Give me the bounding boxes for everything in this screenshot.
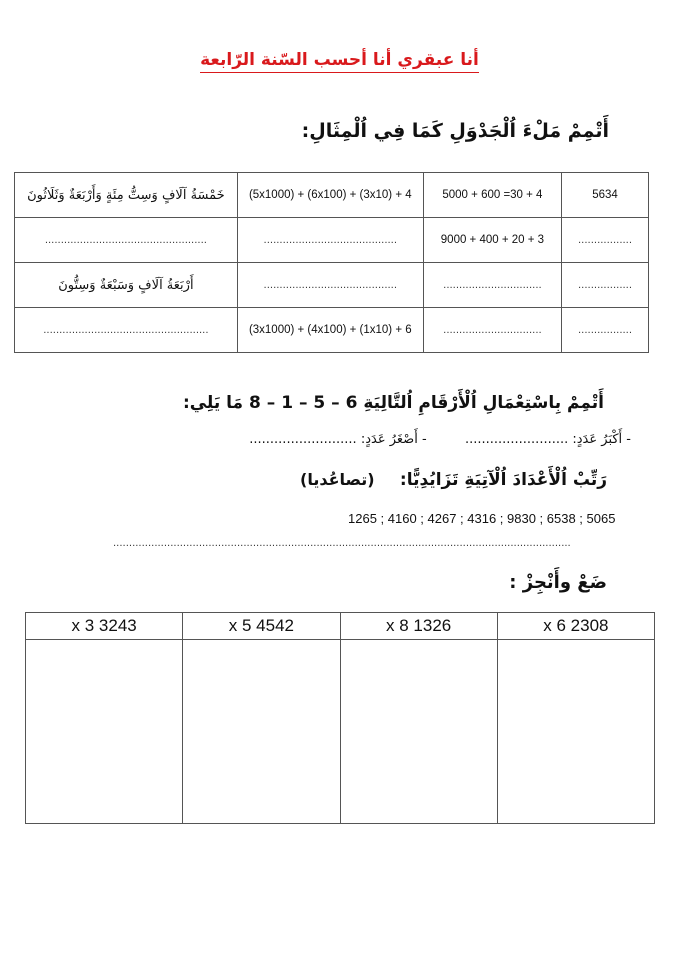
smallest-number-blank[interactable]: .......................... xyxy=(249,432,357,447)
cell-number[interactable]: ................. xyxy=(562,308,649,353)
cell-expanded: (5x1000) + (6x100) + (3x10) + 4 xyxy=(237,173,423,218)
operation-header: 1326 x 8 xyxy=(340,613,497,640)
numbers-to-order: 1265 ; 4160 ; 4267 ; 4316 ; 9830 ; 6538 ; 5065 xyxy=(348,511,616,526)
operation-header: 2308 x 6 xyxy=(497,613,654,640)
order-answer-line[interactable]: ................................................................................................................................................ xyxy=(113,538,571,549)
smallest-number-label: - أَصْغَرُ عَدَدٍ: xyxy=(360,432,427,447)
cell-number: 5634 xyxy=(562,173,649,218)
work-area[interactable] xyxy=(497,640,654,824)
largest-number-label: - أَكْبَرُ عَدَدٍ: xyxy=(572,432,631,447)
largest-number-blank[interactable]: ......................... xyxy=(464,432,569,447)
table-row xyxy=(15,308,649,353)
cell-expanded[interactable]: .......................................... xyxy=(237,218,423,263)
worksheet-title xyxy=(0,50,679,70)
work-area[interactable] xyxy=(183,640,340,824)
place-value-table xyxy=(14,172,649,353)
work-area[interactable] xyxy=(26,640,183,824)
largest-number-line xyxy=(249,432,631,447)
table-row xyxy=(15,218,649,263)
exercise4-heading: ضَعْ وأَنْجِزْ : xyxy=(509,572,607,593)
operation-header: 3243 x 3 xyxy=(26,613,183,640)
exercise3-note: (تصاعُديا) xyxy=(300,470,375,489)
cell-words[interactable]: .................................................... xyxy=(15,308,238,353)
cell-number[interactable]: ................. xyxy=(562,218,649,263)
table-row xyxy=(15,173,649,218)
worksheet-title-text: أنا عبقري أنا أحسب السّنة الرّابعة xyxy=(200,50,479,73)
work-area[interactable] xyxy=(340,640,497,824)
exercise2-heading: أَتْمِمْ بِاسْتِعْمَالِ اُلْأَرْقَامِ اُلتَّالِيَةِ 6 – 5 – 1 – 8 مَا يَلِي: xyxy=(182,393,604,413)
cell-words[interactable]: ................................................... xyxy=(15,218,238,263)
operations-table xyxy=(25,612,655,824)
table-row xyxy=(15,263,649,308)
cell-decomposition: 5000 + 600 =30 + 4 xyxy=(423,173,561,218)
operation-header: 4542 x 5 xyxy=(183,613,340,640)
exercise1-heading: أَتْمِمْ مَلْءَ اُلْجَدْوَلِ كَمَا فِي اُلْمِثَالِ: xyxy=(301,120,609,142)
cell-words: أَرْبَعَةُ آلَافٍ وَسَبْعَةٌ وَسِتُّونَ xyxy=(15,263,238,308)
cell-decomposition: 9000 + 400 + 20 + 3 xyxy=(423,218,561,263)
cell-expanded: (3x1000) + (4x100) + (1x10) + 6 xyxy=(237,308,423,353)
cell-expanded[interactable]: .......................................... xyxy=(237,263,423,308)
cell-words: خَمْسَةُ آلَافٍ وَسِتُّ مِئَةٍ وَأَرْبَعَةٌ وَثَلَاثُونَ xyxy=(15,173,238,218)
cell-decomposition[interactable]: ............................... xyxy=(423,308,561,353)
cell-number[interactable]: ................. xyxy=(562,263,649,308)
exercise3-heading: رَتِّبْ اُلْأَعْدَادَ اُلْآتِيَةِ تَزَايُدِيًّا: xyxy=(399,470,607,490)
cell-decomposition[interactable]: ............................... xyxy=(423,263,561,308)
